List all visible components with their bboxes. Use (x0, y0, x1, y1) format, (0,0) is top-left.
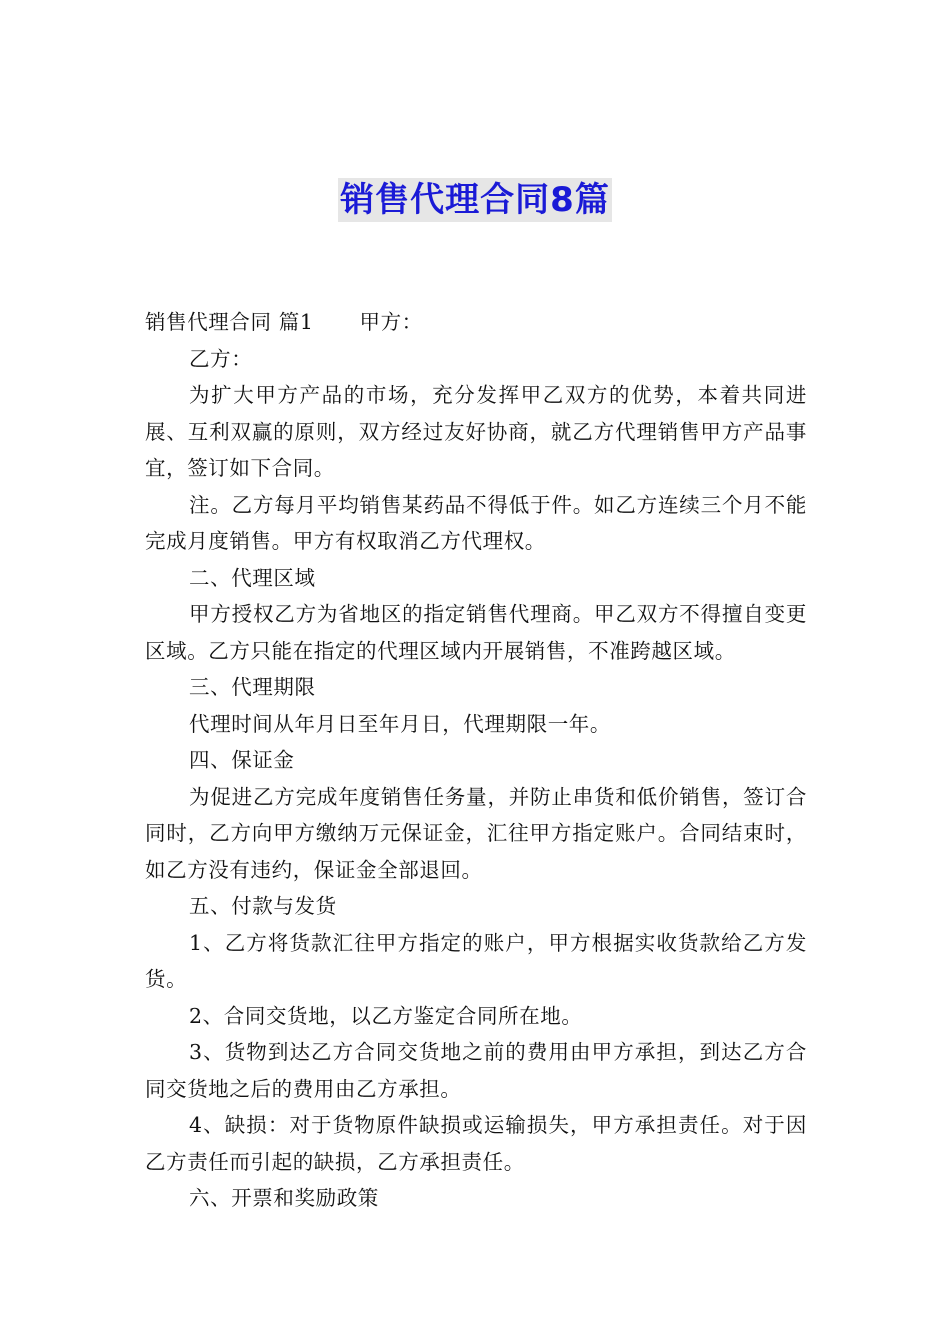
section-heading: 销售代理合同 篇1 (145, 310, 314, 334)
section-heading: 二、代理区域 (189, 565, 316, 590)
paragraph: 为扩大甲方产品的市场，充分发挥甲乙双方的优势，本着共同进展、互利双赢的原则，双方经过友好协商，就乙方代理销售甲方产品事宜，签订如下合同。 (145, 383, 807, 480)
title-container (0, 178, 950, 222)
document-title: 销售代理合同8篇 (340, 180, 610, 220)
paragraph: 注。乙方每月平均销售某药品不得低于件。如乙方连续三个月不能完成月度销售。甲方有权取消乙方代理权。 (145, 492, 807, 553)
first-line (145, 304, 807, 341)
section-heading: 五、付款与发货 (189, 894, 337, 918)
paragraph: 甲方授权乙方为省地区的指定销售代理商。甲乙双方不得擅自变更区域。乙方只能在指定的代理区域内开展销售，不准跨越区域。 (145, 602, 807, 663)
section-heading: 四、保证金 (189, 748, 295, 772)
list-item: 2、合同交货地，以乙方鉴定合同所在地。 (189, 1003, 583, 1028)
party-a-label: 甲方： (359, 310, 423, 334)
section-heading: 六、开票和奖励政策 (189, 1186, 379, 1210)
paragraph: 代理时间从年月日至年月日，代理期限一年。 (189, 711, 611, 736)
document-body (145, 304, 807, 1217)
list-item: 4、缺损：对于货物原件缺损或运输损失，甲方承担责任。对于因乙方责任而引起的缺损，乙方承担责任。 (145, 1113, 807, 1174)
paragraph: 为促进乙方完成年度销售任务量，并防止串货和低价销售，签订合同时，乙方向甲方缴纳万元保证金，汇往甲方指定账户。合同结束时，如乙方没有违约，保证金全部退回。 (145, 784, 807, 882)
section-heading: 三、代理期限 (189, 675, 316, 699)
list-item: 3、货物到达乙方合同交货地之前的费用由甲方承担，到达乙方合同交货地之后的费用由乙方承担。 (145, 1040, 807, 1101)
paragraph: 乙方： (189, 346, 253, 371)
list-item: 1、乙方将货款汇往甲方指定的账户，甲方根据实收货款给乙方发货。 (145, 930, 807, 991)
